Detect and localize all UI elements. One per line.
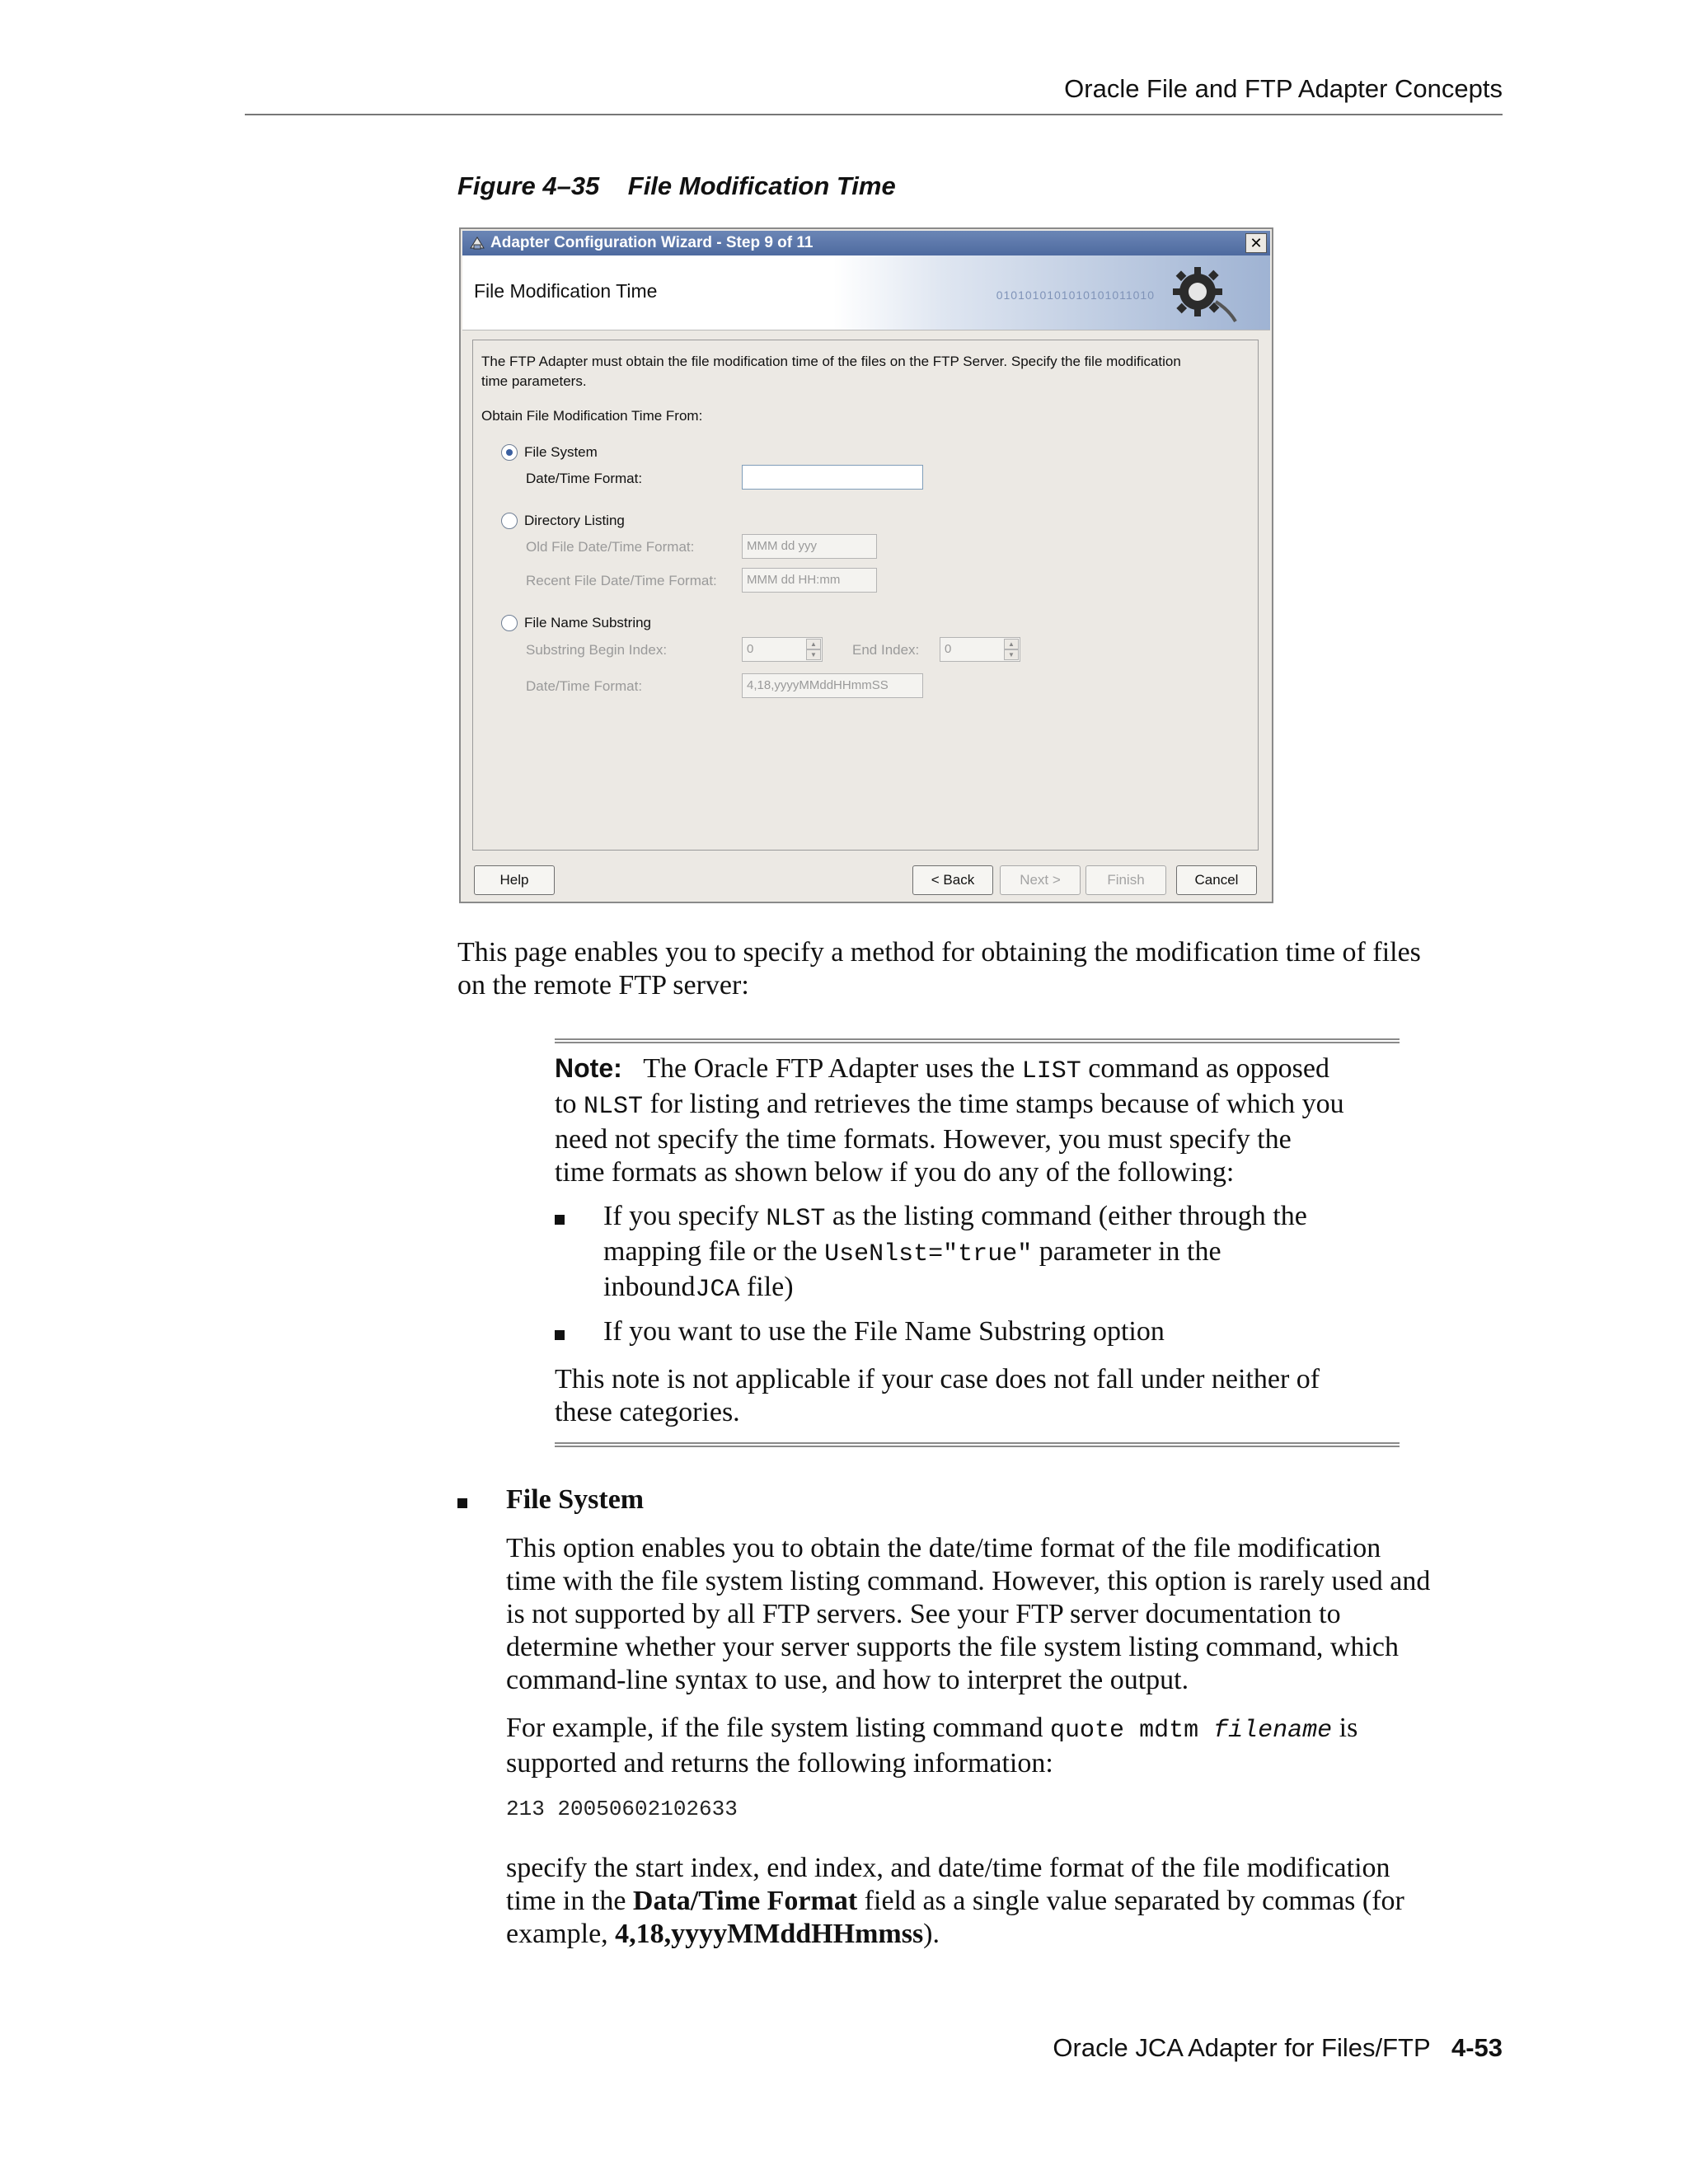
file-system-radio[interactable] <box>501 444 518 461</box>
para-line <box>506 1885 1512 1918</box>
end-index-spinner[interactable] <box>940 637 1020 662</box>
obtain-from-label: Obtain File Modification Time From: <box>481 408 703 424</box>
file-system-paragraph-2 <box>506 1712 1512 1780</box>
substring-begin-spinner[interactable] <box>742 637 823 662</box>
note-line: these categories. <box>555 1397 740 1427</box>
para-text: time in the <box>506 1886 633 1916</box>
running-header: Oracle File and FTP Adapter Concepts <box>1064 74 1503 103</box>
old-file-datetime-input[interactable]: MMM dd yyy <box>742 534 877 559</box>
code-quote-mdtm: quote mdtm <box>1050 1717 1214 1745</box>
page-footer <box>245 2033 1503 2063</box>
note-text: file) <box>739 1272 794 1302</box>
note-text: The Oracle FTP Adapter uses the <box>643 1053 1022 1084</box>
end-spinner-arrows[interactable] <box>1004 639 1019 660</box>
para-line: time with the file system listing command. However, this option is rarely used and <box>506 1566 1431 1596</box>
file-system-label: File System <box>524 444 598 460</box>
note-text: for listing and retrieves the time stamps because of which you <box>642 1089 1344 1119</box>
bullet-icon <box>555 1330 565 1340</box>
wizard-page-title: File Modification Time <box>474 280 658 302</box>
note-line: This note is not applicable if your case does not fall under neither of <box>555 1364 1320 1394</box>
note-text: as the listing command (either through the <box>825 1201 1307 1231</box>
end-index-value: 0 <box>945 642 952 656</box>
note-line: time formats as shown below if you do any of the following: <box>555 1157 1235 1188</box>
finish-button[interactable]: Finish <box>1085 865 1166 895</box>
dialog-banner <box>462 255 1270 330</box>
note-text: mapping file or the <box>603 1236 825 1267</box>
code-usenlst: UseNlst="true" <box>824 1240 1033 1268</box>
spin-up-icon[interactable]: ▲ <box>1004 639 1019 649</box>
code-list: LIST <box>1021 1057 1081 1085</box>
substring-datetime-label: Date/Time Format: <box>526 678 643 694</box>
note-top-rule <box>555 1038 1400 1043</box>
note-line: need not specify the time formats. However, you must specify the <box>555 1124 1292 1155</box>
note-bullet-1 <box>603 1200 1411 1306</box>
note-text: command as opposed <box>1081 1053 1329 1084</box>
note-line <box>555 1052 1404 1088</box>
file-system-paragraph-3 <box>506 1852 1512 1951</box>
note-label: Note: <box>555 1053 622 1083</box>
file-system-paragraph-1 <box>506 1532 1512 1697</box>
file-name-substring-label: File Name Substring <box>524 615 652 630</box>
gear-plug-icon <box>1165 260 1239 325</box>
figure-caption: Figure 4–35 File Modification Time <box>457 171 896 200</box>
adapter-config-wizard-dialog <box>459 227 1273 903</box>
para-text: example, <box>506 1919 616 1949</box>
note-tail <box>555 1363 1320 1429</box>
para-text: is <box>1332 1713 1358 1743</box>
bullet-line <box>603 1235 1411 1271</box>
note-bottom-rule <box>555 1442 1400 1447</box>
code-filename: filename <box>1213 1717 1333 1745</box>
intro-text-line2: time parameters. <box>481 373 587 389</box>
next-button[interactable]: Next > <box>1000 865 1081 895</box>
substring-datetime-input[interactable]: 4,18,yyyyMMddHHmmSS <box>742 673 923 698</box>
footer-page-number: 4-53 <box>1451 2033 1503 2062</box>
code-nlst: NLST <box>583 1093 643 1121</box>
begin-spinner-arrows[interactable] <box>806 639 821 660</box>
note-text: parameter in the <box>1032 1236 1221 1267</box>
code-sample: 213 20050602102633 <box>506 1797 738 1821</box>
directory-listing-radio[interactable] <box>501 513 518 529</box>
recent-file-datetime-label: Recent File Date/Time Format: <box>526 573 717 588</box>
bullet-icon <box>457 1498 467 1508</box>
footer-book-title: Oracle JCA Adapter for Files/FTP <box>1053 2033 1451 2062</box>
close-icon[interactable]: ✕ <box>1245 233 1267 253</box>
para-text: For example, if the file system listing command <box>506 1713 1051 1743</box>
wizard-content-panel <box>472 340 1259 851</box>
code-nlst: NLST <box>766 1205 826 1233</box>
example-format-value: 4,18,yyyyMMddHHmmss <box>615 1919 924 1949</box>
banner-binary-text: 0101010101010101011010 <box>996 288 1155 302</box>
para-line: specify the start index, end index, and date/time format of the file modification <box>506 1853 1390 1883</box>
para-line <box>506 1918 1512 1951</box>
bullet-icon <box>555 1215 565 1225</box>
spin-up-icon[interactable]: ▲ <box>806 639 821 649</box>
end-index-label: End Index: <box>852 642 920 658</box>
para-text: ). <box>923 1919 940 1949</box>
back-button[interactable]: < Back <box>912 865 993 895</box>
file-system-heading: File System <box>506 1484 645 1515</box>
dialog-titlebar <box>462 231 1270 255</box>
dialog-window-title: Adapter Configuration Wizard - Step 9 of 11 <box>490 234 814 251</box>
fs-datetime-label: Date/Time Format: <box>526 471 643 486</box>
intro-paragraph <box>457 936 1421 1002</box>
para-line: determine whether your server supports the file system listing command, which <box>506 1632 1400 1662</box>
para-line: command-line syntax to use, and how to interpret the output. <box>506 1665 1189 1695</box>
spin-down-icon[interactable]: ▼ <box>1004 649 1019 660</box>
header-rule <box>245 114 1503 115</box>
substring-begin-label: Substring Begin Index: <box>526 642 668 658</box>
fs-datetime-format-input[interactable] <box>742 465 923 490</box>
para-text: field as a single value separated by commas (for <box>857 1886 1404 1916</box>
spin-down-icon[interactable]: ▼ <box>806 649 821 660</box>
para-line: This option enables you to obtain the date/time format of the file modification <box>506 1533 1381 1563</box>
note-box <box>555 1052 1404 1189</box>
code-jca: JCA <box>695 1276 740 1304</box>
help-button[interactable]: Help <box>474 865 555 895</box>
recent-file-datetime-input[interactable]: MMM dd HH:mm <box>742 568 877 593</box>
substring-begin-value: 0 <box>747 642 754 656</box>
bullet-line <box>603 1271 1411 1306</box>
directory-listing-label: Directory Listing <box>524 513 625 528</box>
note-text: to <box>555 1089 584 1119</box>
cancel-button[interactable]: Cancel <box>1176 865 1257 895</box>
banner-art <box>833 255 1270 330</box>
note-text: inbound <box>603 1272 696 1302</box>
wizard-icon <box>469 235 485 251</box>
note-bullet-2: If you want to use the File Name Substring option <box>603 1316 1165 1347</box>
note-text: If you specify <box>603 1201 767 1231</box>
intro-line: on the remote FTP server: <box>457 970 749 1001</box>
para-line: is not supported by all FTP servers. See your FTP server documentation to <box>506 1599 1341 1629</box>
para-line: supported and returns the following information: <box>506 1748 1053 1779</box>
data-time-format-term: Data/Time Format <box>632 1886 858 1916</box>
para-line <box>506 1712 1512 1747</box>
note-line <box>555 1088 1404 1123</box>
file-name-substring-radio[interactable] <box>501 615 518 631</box>
intro-text-line1: The FTP Adapter must obtain the file modification time of the files on the FTP Server. Specify the file modification <box>481 354 1181 369</box>
intro-line: This page enables you to specify a method for obtaining the modification time of files <box>457 937 1421 968</box>
bullet-line <box>603 1200 1411 1235</box>
old-file-datetime-label: Old File Date/Time Format: <box>526 539 695 555</box>
